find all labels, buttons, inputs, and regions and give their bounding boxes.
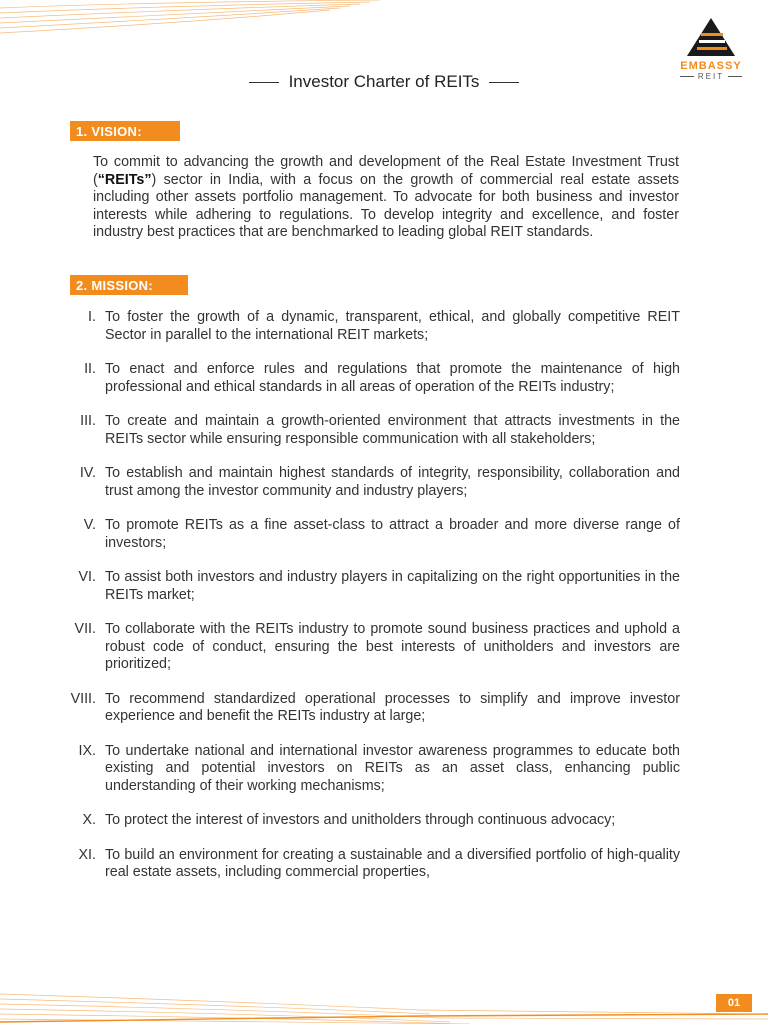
mission-item	[56, 517, 680, 552]
mission-item-number: VIII.	[70, 690, 96, 707]
mission-item	[56, 465, 680, 500]
vision-text-bold: “REITs”	[97, 171, 152, 188]
top-decorative-lines	[0, 0, 380, 40]
mission-item-text: To foster the growth of a dynamic, transparent, ethical, and globally competitive REIT Sector in parallel to the international REIT markets;	[105, 309, 680, 343]
mission-list	[56, 309, 680, 899]
mission-item-text: To enact and enforce rules and regulations that promote the maintenance of high professional and ethical standards in all areas of operation of the REITs industry;	[105, 361, 680, 395]
mission-item-text: To undertake national and international investor awareness programmes to educate both existing and potential investors on REITs as an asset class, enhancing public understanding of their working mechanisms;	[105, 742, 680, 794]
mission-item	[56, 569, 680, 604]
title-rule-left	[249, 82, 279, 83]
mission-item-number: XI.	[78, 846, 96, 863]
mission-item-number: IX.	[78, 742, 96, 759]
mission-item-text: To build an environment for creating a sustainable and a diversified portfolio of high-quality real estate assets, including commercial properties,	[105, 846, 680, 880]
mission-item-text: To recommend standardized operational processes to simplify and improve investor experience and benefit the REITs industry at large;	[105, 690, 680, 724]
vision-heading: 1. VISION:	[70, 121, 180, 141]
page-number: 01	[716, 994, 752, 1012]
vision-paragraph	[93, 154, 679, 242]
vision-text-after: ) sector in India, with a focus on the growth of commercial real estate assets including other assets portfolio management. To advocate for both business and investor interests while adhering to regulations. To develop integrity and excellence, and foster industry best practices that are benchmarked to leading global REIT standards.	[93, 171, 679, 240]
mission-item-number: I.	[88, 309, 96, 325]
vision-text-before: To commit to advancing the growth and development of the Real Estate Investment Trust (	[93, 154, 679, 188]
mission-item	[56, 691, 680, 726]
mission-item	[56, 309, 680, 344]
mission-item-number: V.	[83, 517, 96, 533]
mission-item	[56, 812, 680, 830]
mission-item	[56, 361, 680, 396]
mission-item-number: II.	[84, 361, 96, 377]
mission-item	[56, 413, 680, 448]
mission-item-text: To protect the interest of investors and unitholders through continuous advocacy;	[105, 812, 616, 828]
mission-heading: 2. MISSION:	[70, 275, 188, 295]
mission-item-text: To collaborate with the REITs industry to promote sound business practices and uphold a robust code of conduct, ensuring the best interests of unitholders and investors are prioritized;	[105, 621, 680, 672]
mission-item	[56, 743, 680, 796]
mission-item-number: III.	[80, 413, 96, 429]
mission-item-number: VI.	[78, 569, 96, 585]
logo-wordmark: EMBASSY	[680, 60, 742, 72]
title-rule-right	[489, 82, 519, 83]
mission-item-text: To create and maintain a growth-oriented environment that attracts investments in the REITs sector while ensuring responsible communication with all stakeholders;	[105, 413, 680, 447]
mission-item	[56, 847, 680, 882]
page-title-row	[0, 72, 768, 92]
embassy-logo-icon	[685, 16, 737, 58]
page-title: Investor Charter of REITs	[288, 72, 480, 91]
bottom-decorative-lines	[0, 964, 768, 1024]
mission-item	[56, 621, 680, 674]
mission-item-text: To assist both investors and industry players in capitalizing on the right opportunities in the REITs market;	[105, 569, 680, 603]
logo-subtitle: REIT	[674, 72, 748, 81]
mission-item-text: To promote REITs as a fine asset-class to attract a broader and more diverse range of investors;	[105, 517, 680, 551]
mission-item-text: To establish and maintain highest standards of integrity, responsibility, collaboration and trust among the investor community and industry players;	[105, 465, 680, 499]
mission-item-number: IV.	[79, 465, 96, 481]
mission-item-number: VII.	[74, 621, 96, 637]
mission-item-number: X.	[82, 812, 96, 828]
